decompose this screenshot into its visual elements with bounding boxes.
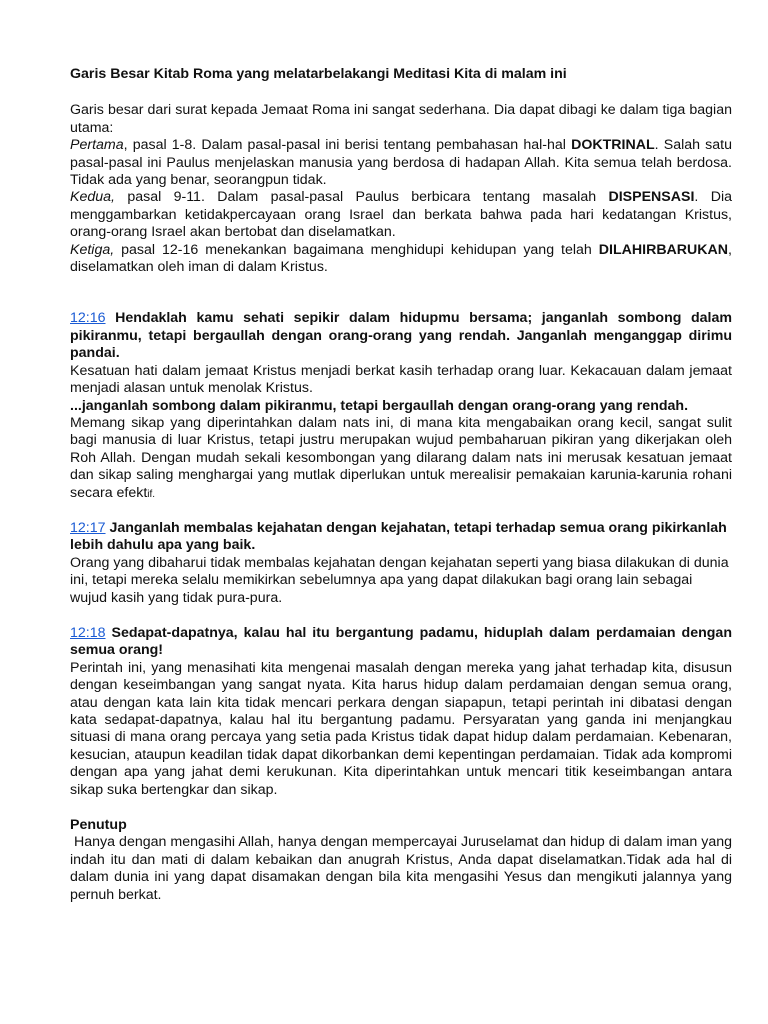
part3-label: Ketiga,	[70, 241, 115, 258]
part2-text-b: . Dia menggambarkan ketidakpercayaan orang Israel dan berkata bahwa pada hari kedatangan Kristus, orang-orang Israel akan bertobat dan diselamatkan.	[70, 189, 732, 241]
part3-text-b: , diselamatkan oleh iman di dalam Kristus.	[70, 241, 732, 276]
commentary-text-tail: if.	[147, 488, 156, 500]
verse-heading	[70, 625, 732, 660]
closing-paragraph: Hanya dengan mengasihi Allah, hanya dengan mempercayai Juruselamat dan hidup di dalam iman yang indah itu dan mati di dalam kebaikan dan anugrah Kristus, Anda dapat diselamatkan.Tidak ada hal di dalam dunia ini yang dapat disamakan dengan bila kita mengasihi Yesus dan mengikuti jalannya yang pernuh berkat.	[70, 834, 736, 903]
commentary-paragraph: Kesatuan hati dalam jemaat Kristus menjadi berkat kasih terhadap orang luar. Kekacauan dalam jemaat menjadi alasan untuk menolak Kristus.	[70, 362, 732, 397]
commentary-text: Memang sikap yang diperintahkan dalam nats ini, di mana kita mengabaikan orang kecil, sangat sulit bagi manusia di luar Kristus, tetapi justru merupakan wujud pembaharuan pikiran yang dikerjakan oleh Roh Allah. Dengan mudah sekali kesombongan yang dilarang dalam nats ini merusak kesatuan jemaat dan sikap saling menghargai yang mutlak diperlukan untuk merealisir pemakaian karunia-karunia rohani secara efekt	[70, 414, 732, 501]
commentary-subheading: ...janganlah sombong dalam pikiranmu, tetapi bergaullah dengan orang-orang yang rendah.	[70, 397, 689, 414]
part3-text-a: pasal 12-16 menekankan bagaimana menghidupi kehidupan yang telah	[114, 241, 599, 258]
commentary-paragraph	[70, 415, 732, 503]
part1-text-b: . Salah satu pasal-pasal ini Paulus menjelaskan manusia yang berdosa di hadapan Allah. Kita semua telah berdosa. Tidak ada yang benar, seorangpun tidak.	[70, 137, 732, 189]
part2-text-a: pasal 9-11. Dalam pasal-pasal Paulus berbicara tentang masalah	[114, 189, 609, 206]
closing-heading: Penutup	[70, 817, 127, 834]
document-title: Garis Besar Kitab Roma yang melatarbelakangi Meditasi Kita di malam ini	[70, 66, 567, 82]
part2-keyword: DISPENSASI	[608, 189, 695, 206]
verse-heading	[70, 310, 732, 362]
part3-keyword: DILAHIRBARUKAN	[598, 241, 729, 258]
verse-section-12-17	[70, 520, 732, 607]
verse-text: Janganlah membalas kejahatan dengan kejahatan, tetapi terhadap semua orang pikirkanlah lebih dahulu apa yang baik.	[70, 519, 727, 554]
part1-keyword: DOKTRINAL	[571, 137, 655, 154]
verse-link-12-16[interactable]: 12:16	[70, 310, 106, 327]
verse-section-12-16	[70, 310, 732, 502]
commentary-paragraph: Orang yang dibaharui tidak membalas kejahatan dengan kejahatan seperti yang biasa dilakukan di dunia ini, tetapi mereka selalu memikirkan sebelumnya apa yang dapat dilakukan bagi orang lain sebagai wujud kasih yang tidak pura-pura.	[70, 554, 729, 606]
verse-heading	[70, 520, 732, 555]
part1-text-a: , pasal 1-8. Dalam pasal-pasal ini berisi tentang pembahasan hal-hal	[123, 137, 572, 154]
verse-link-12-17[interactable]: 12:17	[70, 519, 106, 536]
part2-label: Kedua,	[70, 189, 115, 206]
intro-line: Garis besar dari surat kepada Jemaat Roma ini sangat sederhana. Dia dapat dibagi ke dalam tiga bagian utama:	[70, 102, 732, 136]
verse-text: Hendaklah kamu sehati sepikir dalam hidupmu bersama; janganlah sombong dalam pikiranmu, tetapi bergaullah dengan orang-orang yang rendah. Janganlah menganggap dirimu pandai.	[70, 310, 732, 362]
intro-paragraph	[70, 102, 732, 276]
verse-section-12-18	[70, 625, 732, 799]
verse-link-12-18[interactable]: 12:18	[70, 624, 106, 641]
part1-label: Pertama	[70, 137, 124, 154]
commentary-paragraph: Perintah ini, yang menasihati kita mengenai masalah dengan mereka yang jahat terhadap kita, disusun dengan keseimbangan yang sangat nyata. Kita harus hidup dalam perdamaian dengan semua orang, atau dengan kata lain kita tidak mencari perkara dengan siapapun, tetapi perintah ini dibatasi dengan kata sedapat-dapatnya, kalau hal itu bergantung padamu. Persyaratan yang ganda ini menjangkau situasi di mana orang percaya yang setia pada Kristus tidak dapat hidup dalam perdamaian. Kebenaran, kesucian, ataupun keadilan tidak dapat dikorbankan demi kepentingan perdamaian. Tidak ada kompromi dengan apa yang jahat demi kerukunan. Kita diperintahkan untuk mencari titik keseimbangan antara sikap suka bertengkar dan sikap.	[70, 659, 732, 798]
verse-text: Sedapat-dapatnya, kalau hal itu bergantung padamu, hiduplah dalam perdamaian dengan semua orang!	[70, 624, 732, 659]
